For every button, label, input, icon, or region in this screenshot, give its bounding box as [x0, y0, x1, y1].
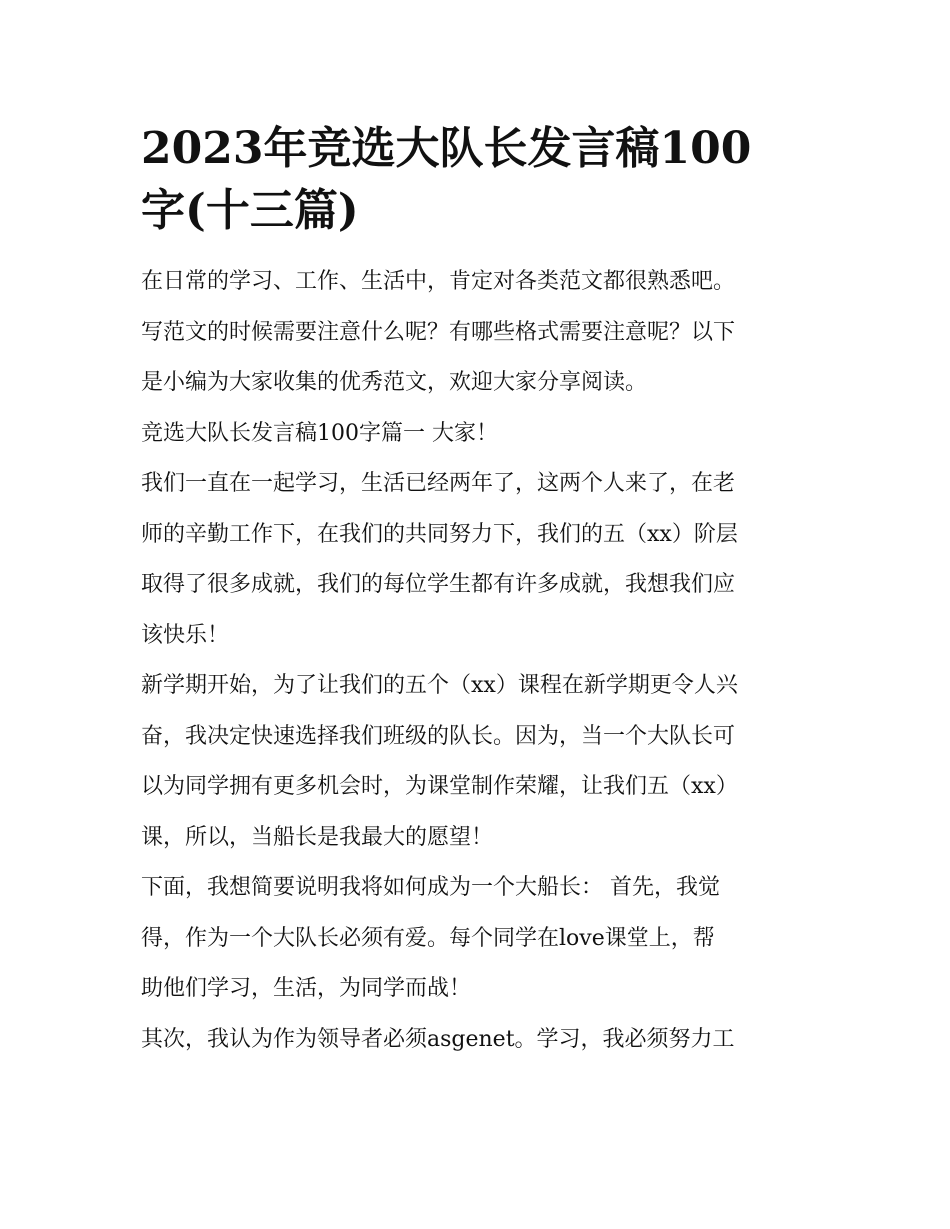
title-line: 2023年竞选大队长发言稿100: [141, 123, 752, 174]
text-line: 课，所以，当船长是我最大的愿望！: [141, 824, 494, 850]
text-line: 助他们学习，生活，为同学而战！: [141, 976, 472, 1001]
body-paragraph: [141, 1015, 821, 1066]
body-paragraph: [141, 459, 821, 661]
body-paragraph: [141, 863, 821, 1015]
text-line: 取得了很多成就，我们的每位学生都有许多成就，我想我们应: [141, 572, 736, 597]
text-line: 师的辛勤工作下，在我们的共同努力下，我们的五（xx）阶层: [141, 521, 738, 547]
body-paragraph: [141, 661, 821, 863]
text-line: 奋，我决定快速选择我们班级的队长。因为，当一个大队长可: [141, 723, 736, 749]
intro-paragraph: [141, 257, 821, 409]
text-line: 写范文的时候需要注意什么呢？有哪些格式需要注意呢？以下: [141, 319, 736, 345]
text-line: 得，作为一个大队长必须有爱。每个同学在love课堂上，帮: [141, 925, 715, 951]
text-line: 是小编为大家收集的优秀范文，欢迎大家分享阅读。: [141, 370, 648, 395]
text-line: 在日常的学习、工作、生活中，肯定对各类范文都很熟悉吧。: [141, 269, 736, 294]
text-line: 该快乐！: [141, 622, 230, 648]
text-line: 以为同学拥有更多机会时，为课堂制作荣耀，让我们五（xx）: [141, 774, 738, 799]
document-title: [141, 118, 821, 242]
section-heading-paragraph: [141, 409, 821, 460]
text-line: 新学期开始，为了让我们的五个（xx）课程在新学期更令人兴: [141, 673, 738, 698]
text-line: 我们一直在一起学习，生活已经两年了，这两个人来了，在老: [141, 471, 736, 496]
text-line: 竞选大队长发言稿100字篇一 大家！: [141, 420, 498, 446]
text-line: 其次，我认为作为领导者必须asgenet。学习，我必须努力工: [141, 1026, 735, 1052]
document-body: [141, 118, 821, 1065]
title-line: 字(十三篇): [141, 185, 359, 236]
text-line: 下面，我想简要说明我将如何成为一个大船长： 首先，我觉: [141, 875, 720, 900]
